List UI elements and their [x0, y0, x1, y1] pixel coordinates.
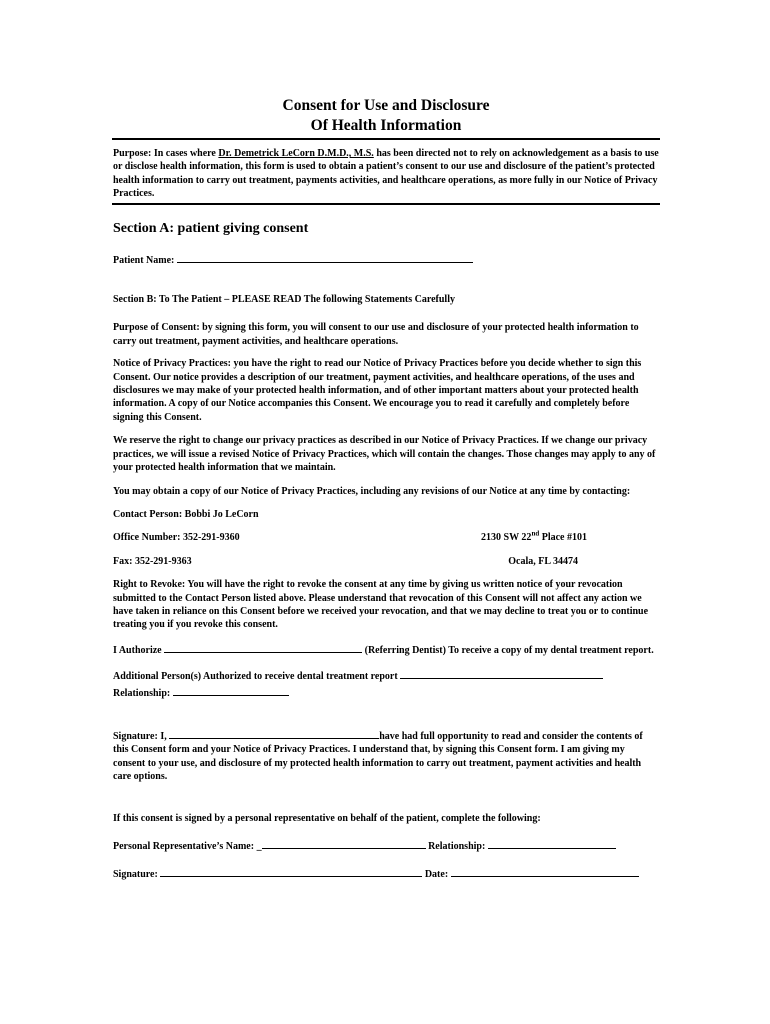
representative-name-label: Personal Representative’s Name: _ — [113, 841, 262, 852]
representative-name-row — [113, 837, 659, 853]
representative-intro: If this consent is signed by a personal representative on behalf of the patient, complete the following: — [113, 812, 541, 824]
signature-name-field[interactable] — [169, 727, 379, 739]
referring-dentist-field[interactable] — [164, 641, 362, 653]
fax-row — [113, 555, 659, 568]
representative-signature-field[interactable] — [160, 865, 422, 877]
patient-name-row — [113, 251, 659, 267]
signature-paragraph — [113, 727, 659, 784]
title-line-1: Consent for Use and Disclosure — [282, 97, 490, 114]
relationship-field[interactable] — [173, 684, 289, 696]
signature-text: have had full opportunity to read and consider the contents of this Consent form and your Notice of Privacy Practices. I understand that, by signing this Consent form. I am giving my consent to your use, and disclosure of my protected health information to carry out treatment, payment activities and health care options. — [113, 730, 643, 783]
revoke-paragraph: Right to Revoke: You will have the right to revoke the consent at any time by giving us written notice of your revocation submitted to the Contact Person listed above. Please understand that revocation of this Consent will not affect any action we have taken in reliance on this Consent before we received your revocation, and that we may decline to treat you or to continue treating you if you revoke this consent. — [113, 579, 649, 631]
date-label: Date: — [422, 869, 451, 881]
patient-name-label: Patient Name: — [113, 254, 177, 266]
representative-relationship-field[interactable] — [488, 837, 616, 849]
section-a-heading: Section A: patient giving consent — [113, 220, 309, 236]
obtain-copy-paragraph: You may obtain a copy of our Notice of Privacy Practices, including any revisions of our Notice at any time by contacting: — [113, 485, 631, 497]
authorize-paragraph — [113, 641, 659, 657]
notice-paragraph: Notice of Privacy Practices: you have the right to read our Notice of Privacy Practices before you decide whether to sign this Consent. Our notice provides a description of our treatment, payment activities, and healthcare operations, of the uses and disclosures we may make of your protected health information, and of other important matters about your protected health information. A copy of our Notice accompanies this Consent. We encourage you to read it carefully and completely before signing this Consent. — [113, 358, 642, 423]
purpose-text: has been directed not to rely on acknowledgement as a basis to use or disclose health information, this form is used to obtain a patient’s consent to our use and disclosure of the patient’s protected health information to carry out treatment, payments activities, and healthcare operations, as more fully in our Notice of Privacy Practices. — [113, 148, 659, 200]
purpose-of-consent-paragraph: Purpose of Consent: by signing this form, you will consent to our use and disclosure of your protected health information to carry out treatment, payment activities, and healthcare operations. — [113, 322, 639, 347]
section-b-heading: Section B: To The Patient – PLEASE READ The following Statements Carefully — [113, 294, 455, 306]
title-line-2: Of Health Information — [310, 117, 462, 134]
relationship-label: Relationship: — [113, 687, 173, 699]
street-address: 2130 SW 22nd Place #101 — [481, 529, 587, 544]
additional-persons-label: Additional Person(s) Authorized to receive dental treatment report — [113, 671, 401, 683]
representative-signature-label: Signature: — [113, 869, 161, 881]
title-divider — [112, 138, 660, 140]
additional-persons-paragraph — [113, 667, 659, 700]
reserve-paragraph: We reserve the right to change our privacy practices as described in our Notice of Privacy Practices. If we change our privacy practices, we will issue a revised Notice of Privacy Practices, which will contain the changes. Those changes may apply to any of your protected health information that we maintain. — [113, 435, 656, 474]
representative-signature-row — [113, 865, 659, 881]
purpose-lead: Purpose: In cases where — [113, 148, 219, 159]
document-title — [113, 96, 659, 136]
authorize-label: I Authorize — [113, 644, 165, 656]
signature-label: Signature: I, — [113, 730, 170, 742]
additional-persons-field[interactable] — [400, 667, 603, 679]
representative-name-field[interactable] — [262, 837, 426, 849]
authorize-text: (Referring Dentist) To receive a copy of my dental treatment report. — [362, 644, 654, 656]
office-row — [113, 531, 659, 544]
purpose-paragraph — [113, 147, 659, 201]
purpose-divider — [112, 203, 660, 205]
consent-form-page — [113, 96, 659, 882]
patient-name-field[interactable] — [177, 251, 473, 263]
city-state-zip: Ocala, FL 34474 — [508, 555, 578, 567]
office-number: Office Number: 352-291-9360 — [113, 532, 240, 544]
doctor-name: Dr. Demetrick LeCorn D.M.D., M.S. — [218, 148, 374, 159]
fax-number: Fax: 352-291-9363 — [113, 555, 192, 567]
contact-person: Contact Person: Bobbi Jo LeCorn — [113, 508, 259, 520]
representative-relationship-label: Relationship: — [425, 841, 488, 852]
date-field[interactable] — [451, 865, 639, 877]
